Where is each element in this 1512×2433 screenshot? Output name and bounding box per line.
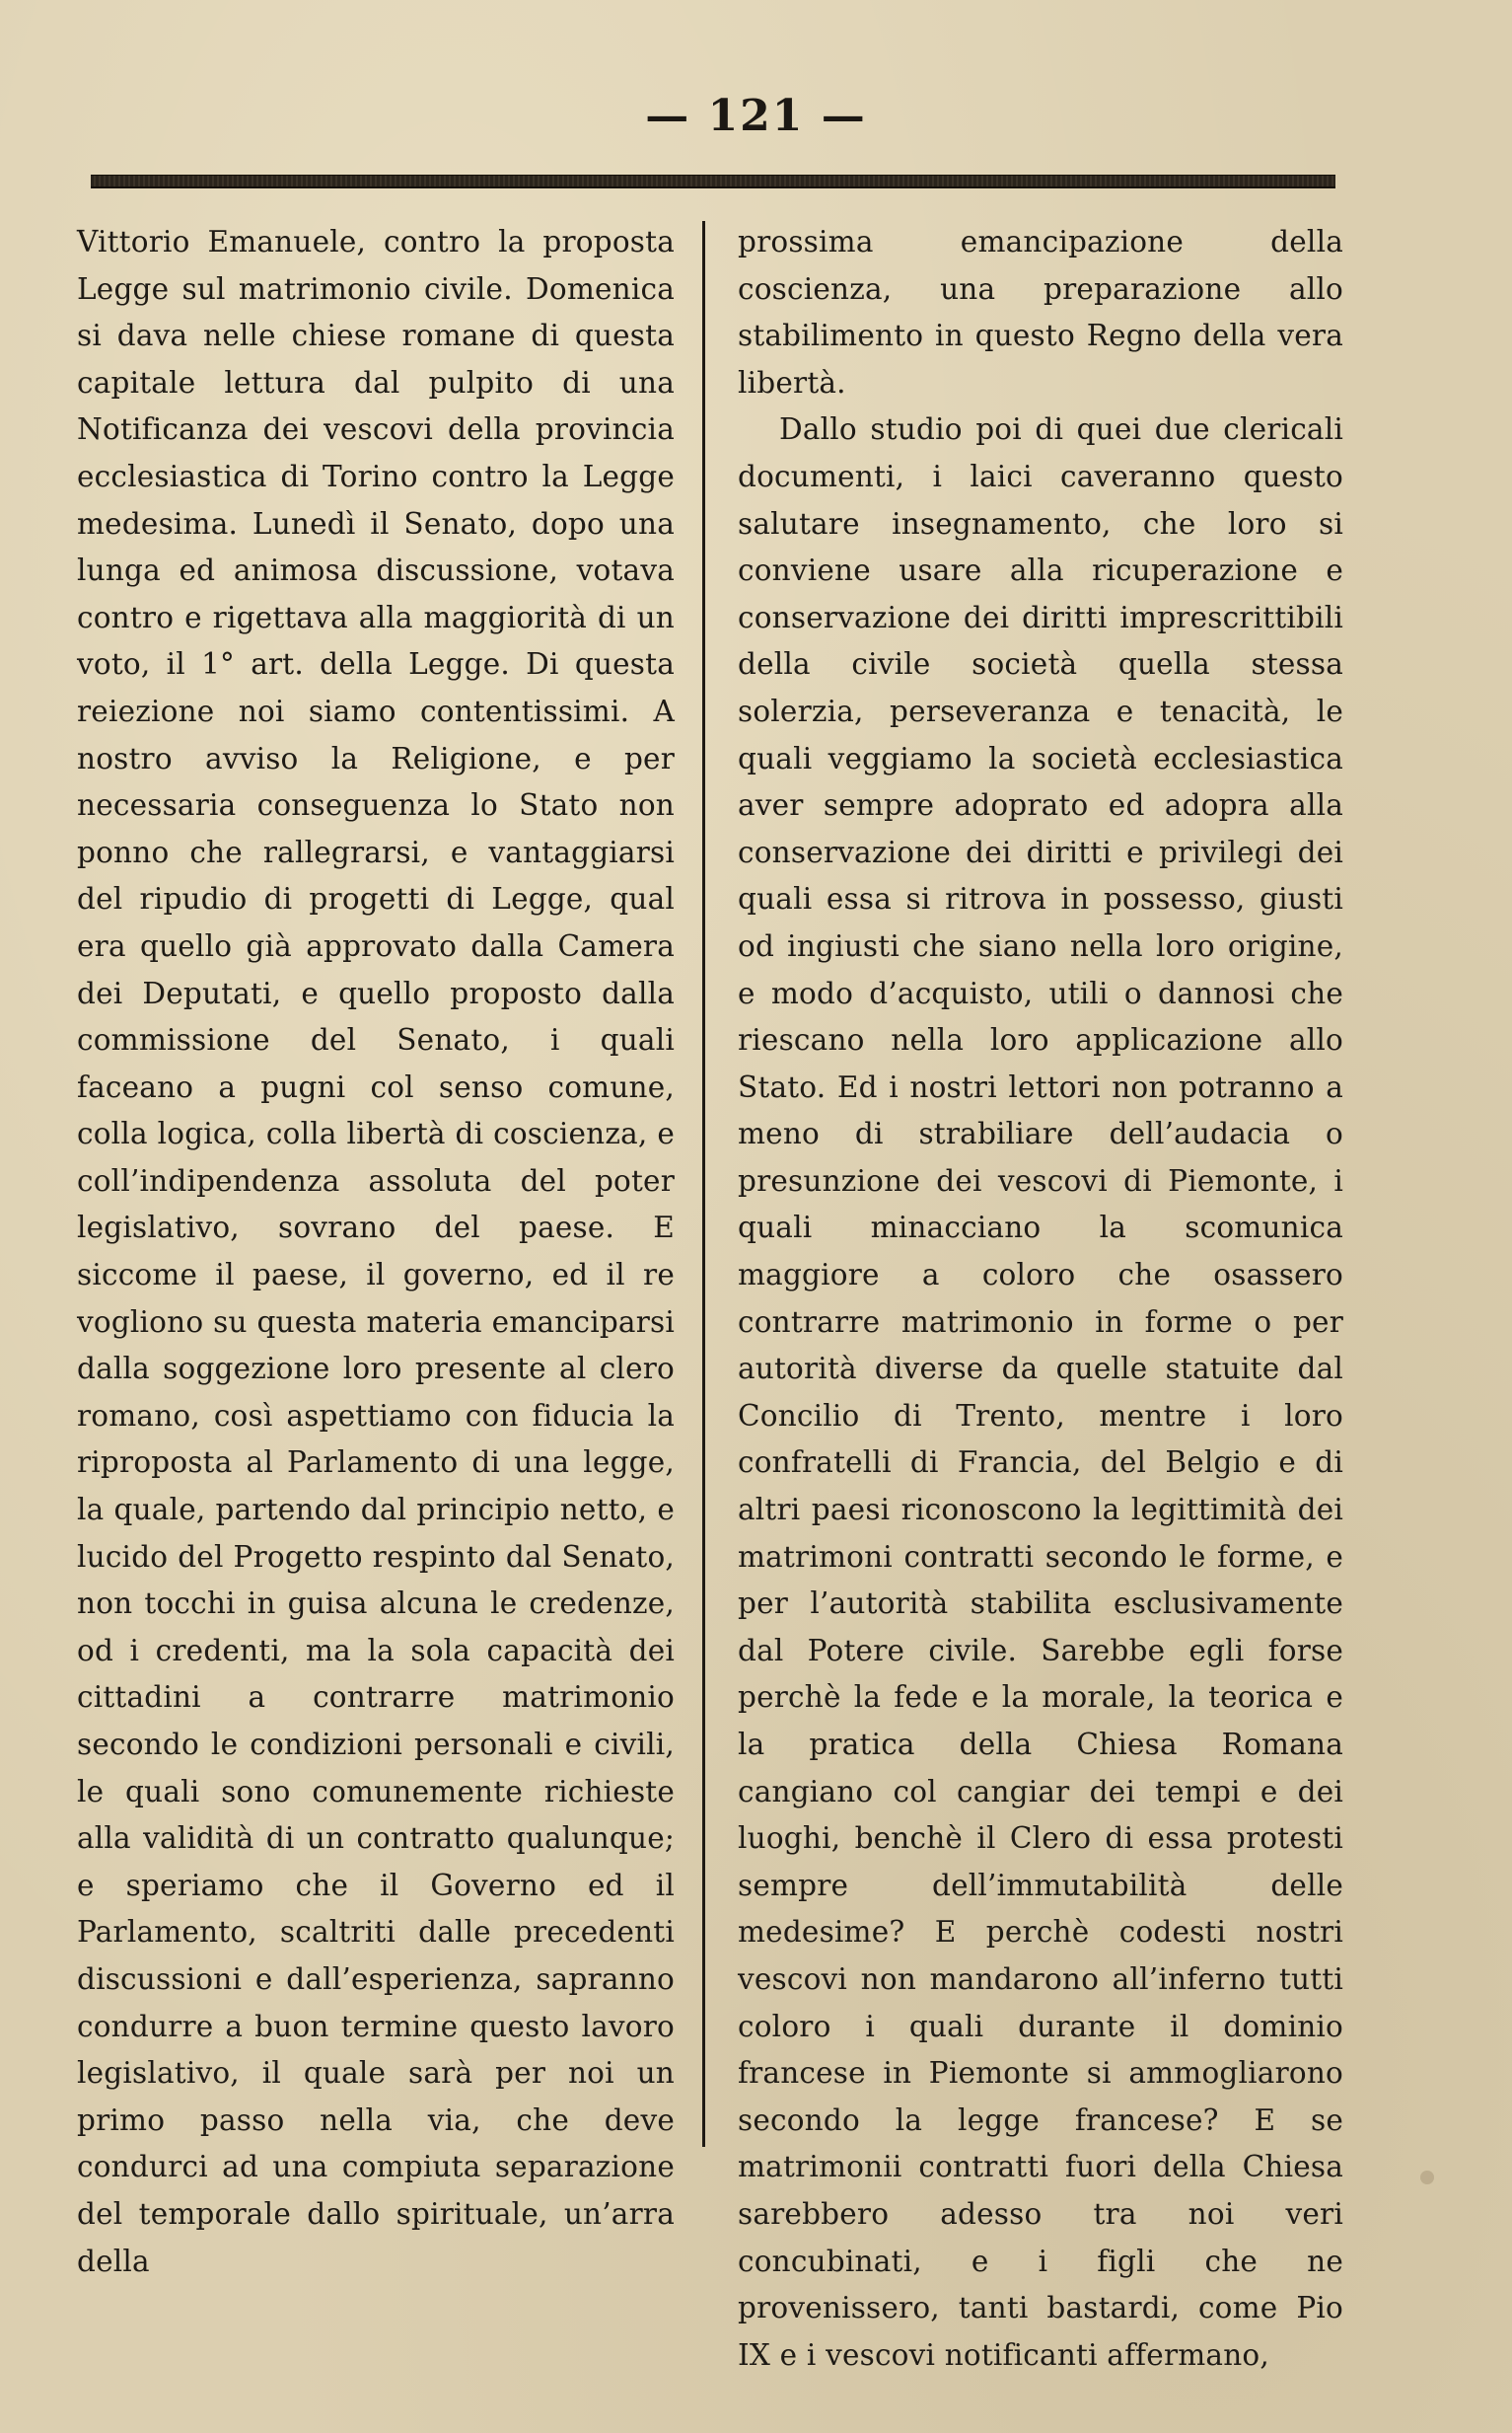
left-column [77,219,675,2285]
header-rule [91,175,1335,188]
paper-stain [1420,2171,1434,2184]
right-paragraph-2: Dallo studio poi di quei due clericali documenti, i laici caveranno questo salutare insegnamento, che loro si conviene usare alla ricuperazione e conservazione dei diritti imprescrittibili della civile società quella stessa solerzia, perseveranza e tenacità, le quali veggiamo la società ecclesiastica aver sempre adoprato ed adopra alla conservazione dei diritti e privilegi dei quali essa si ritrova in possesso, giusti od ingiusti che siano nella loro origine, e modo d’acquisto, utili o dannosi che riescano nella loro applicazione allo Stato. Ed i nostri lettori non potranno a meno di strabiliare dell’audacia o presunzione dei vescovi di Piemonte, i quali minacciano la scomunica maggiore a coloro che osassero contrarre matrimonio in forme o per autorità diverse da quelle statuite dal Concilio di Trento, mentre i loro confratelli di Francia, del Belgio e di altri paesi riconoscono la legittimità dei matrimoni contratti secondo le forme, e per l’autorità stabilita esclusivamente dal Potere civile. Sarebbe egli forse perchè la fede e la morale, la teorica e la pratica della Chiesa Romana cangiano col cangiar dei tempi e dei luoghi, benchè il Clero di essa protesti sempre dell’immutabilità delle medesime? E perchè codesti nostri vescovi non mandarono all’inferno tutti coloro i quali durante il dominio francese in Piemonte si ammogliarono secondo la legge francese? E se matrimonii contratti fuori della Chiesa sarebbero adesso tra noi veri concubinati, e i figli che ne provenissero, tanti bastardi, come Pio IX e i vescovi notificanti affermano, [738,412,1343,2372]
page-number: — 121 — [645,91,867,141]
right-column [738,219,1343,2379]
right-paragraph-1: prossima emancipazione della coscienza, una preparazione allo stabilimento in questo Regno della vera libertà. [738,225,1343,400]
left-paragraph-1: Vittorio Emanuele, contro la proposta Legge sul matrimonio civile. Domenica si dava nelle chiese romane di questa capitale lettura dal pulpito di una Notificanza dei vescovi della provincia ecclesiastica di Torino contro la Legge medesima. Lunedì il Senato, dopo una lunga ed animosa discussione, votava contro e rigettava alla maggiorità di un voto, il 1° art. della Legge. Di questa reiezione noi siamo contentissimi. A nostro avviso la Religione, e per necessaria conseguenza lo Stato non ponno che rallegrarsi, e vantaggiarsi del ripudio di progetti di Legge, qual era quello già approvato dalla Camera dei Deputati, e quello proposto dalla commissione del Senato, i quali faceano a pugni col senso comune, colla logica, colla libertà di coscienza, e coll’indipendenza assoluta del poter legislativo, sovrano del paese. E siccome il paese, il governo, ed il re vogliono su questa materia emanciparsi dalla soggezione loro presente al clero romano, così aspettiamo con fiducia la riproposta al Parlamento di una legge, la quale, partendo dal principio netto, e lucido del Progetto respinto dal Senato, non tocchi in guisa alcuna le credenze, od i credenti, ma la sola capacità dei cittadini a contrarre matrimonio secondo le condizioni personali e civili, le quali sono comunemente richieste alla validità di un contratto qualunque; e speriamo che il Governo ed il Parlamento, scaltriti dalle precedenti discussioni e dall’esperienza, sapranno condurre a buon termine questo lavoro legislativo, il quale sarà per noi un primo passo nella via, che deve condurci ad una compiuta separazione del temporale dallo spirituale, un’arra della [77,225,675,2278]
column-divider [702,221,705,2147]
